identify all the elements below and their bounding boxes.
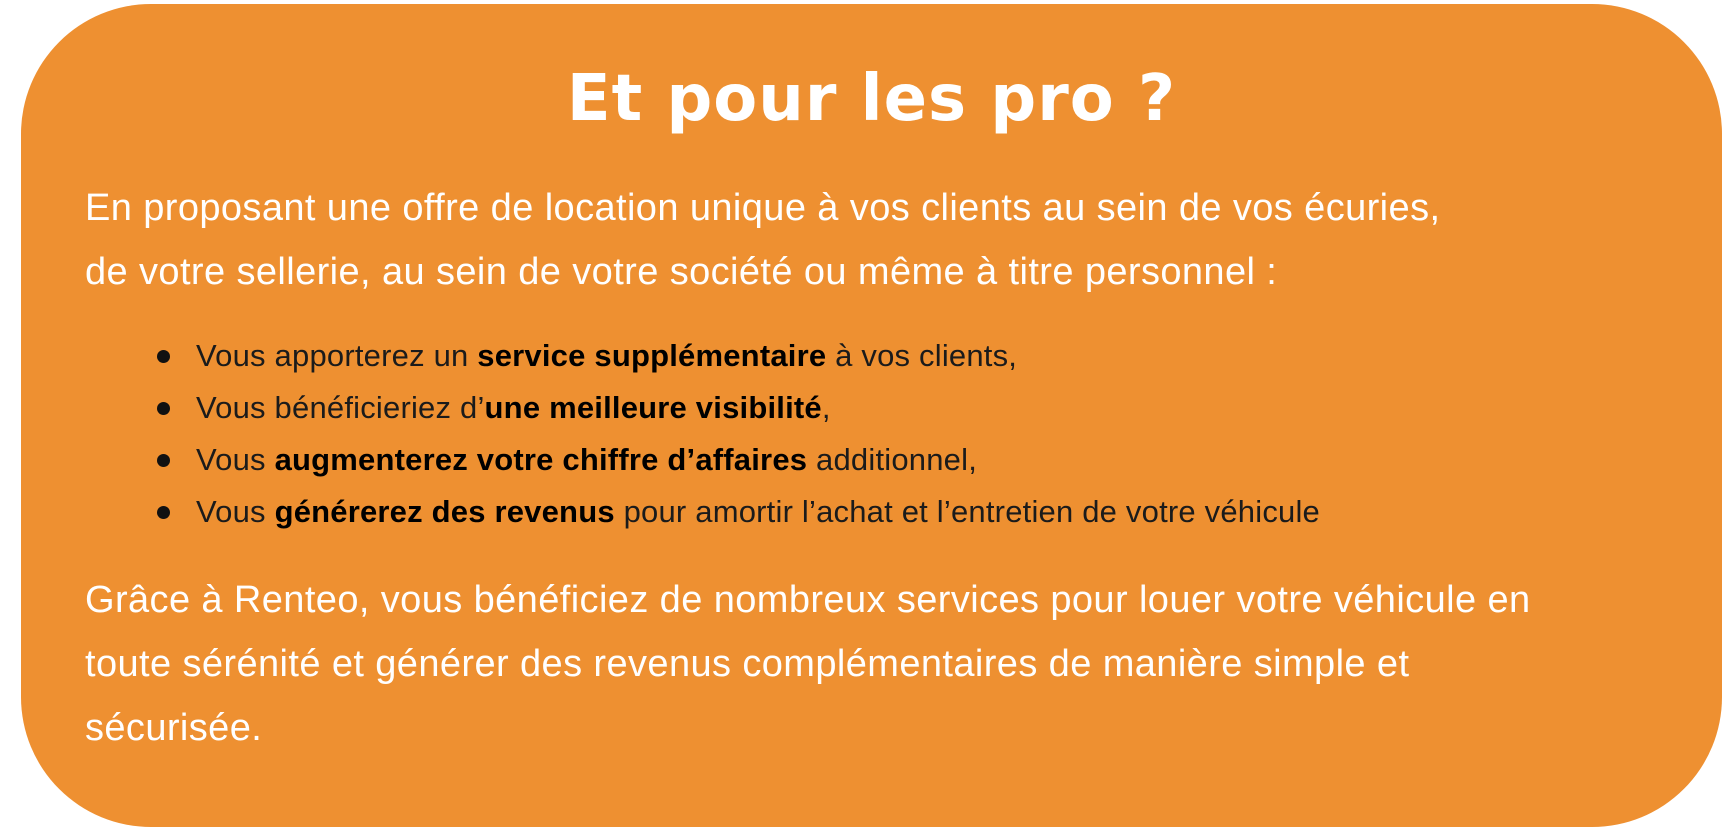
benefit-item-service bbox=[145, 330, 1658, 382]
benefit-text: pour amortir l’achat et l’entretien de votre véhicule bbox=[614, 494, 1320, 529]
card-title: Et pour les pro ? bbox=[566, 62, 1177, 136]
benefit-text: , bbox=[821, 390, 831, 425]
benefit-text: Vous bénéficieriez d’ bbox=[196, 390, 485, 425]
bullet-dot-icon bbox=[157, 350, 170, 363]
benefit-text: Vous bbox=[196, 494, 275, 529]
benefit-item-visibilite bbox=[145, 382, 1658, 434]
outro-line-3: sécurisée. bbox=[85, 707, 263, 749]
bullet-dot-icon bbox=[157, 506, 170, 519]
pro-offer-card bbox=[21, 4, 1722, 827]
benefit-text-bold: service supplémentaire bbox=[477, 338, 827, 373]
benefit-item-chiffre-affaires bbox=[145, 434, 1658, 486]
benefit-text-bold: augmenterez votre chiffre d’affaires bbox=[274, 442, 808, 477]
benefit-text: Vous bbox=[196, 442, 275, 477]
benefit-text: Vous apporterez un bbox=[196, 338, 478, 373]
benefit-text: à vos clients, bbox=[826, 338, 1018, 373]
bullet-dot-icon bbox=[157, 454, 170, 467]
benefit-item-revenus bbox=[145, 486, 1658, 538]
benefit-text-bold: générerez des revenus bbox=[274, 494, 615, 529]
bullet-dot-icon bbox=[157, 402, 170, 415]
intro-line-1: En proposant une offre de location unique à vos clients au sein de vos écuries, bbox=[85, 187, 1441, 229]
outro-line-1: Grâce à Renteo, vous bénéficiez de nombreux services pour louer votre véhicule en bbox=[85, 579, 1531, 621]
intro-line-2: de votre sellerie, au sein de votre société ou même à titre personnel : bbox=[85, 251, 1278, 293]
intro-paragraph bbox=[85, 176, 1658, 304]
benefit-text-bold: une meilleure visibilité bbox=[484, 390, 822, 425]
outro-paragraph bbox=[85, 568, 1658, 760]
benefit-text: additionnel, bbox=[807, 442, 978, 477]
benefits-list bbox=[85, 330, 1658, 538]
outro-line-2: toute sérénité et générer des revenus complémentaires de manière simple et bbox=[85, 643, 1410, 685]
